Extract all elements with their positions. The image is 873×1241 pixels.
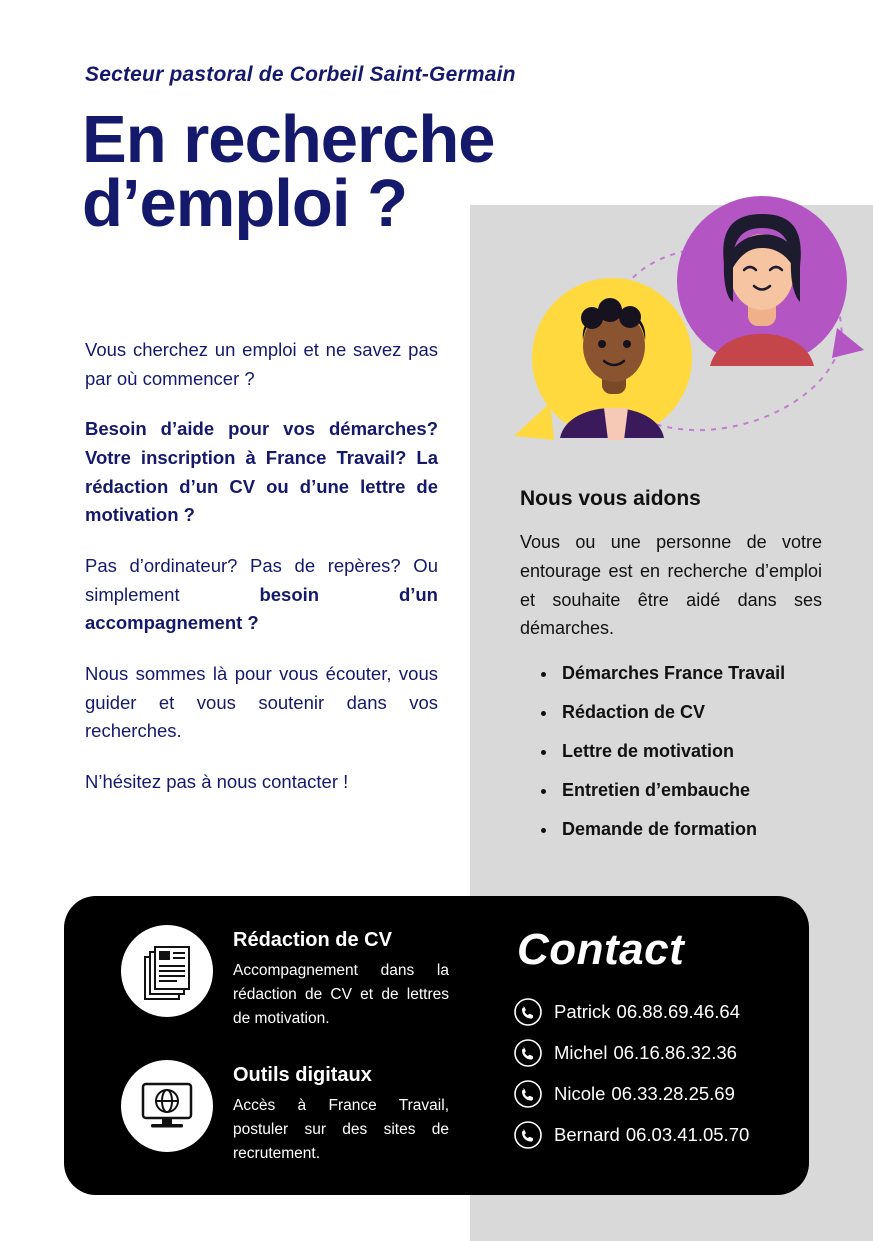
contact-row[interactable]: [514, 1121, 804, 1149]
intro-paragraph-4: Nous sommes là pour vous écouter, vous guider et vous soutenir dans vos recherches.: [85, 663, 438, 742]
intro-paragraph-3-bold: besoin d’un accompagnement ?: [85, 583, 438, 634]
list-item: • Demande de formation: [558, 819, 873, 840]
documents-cv-icon: [121, 925, 213, 1017]
help-section-title: Nous vous aidons: [520, 487, 701, 510]
page-title-line2: d’emploi ?: [82, 165, 407, 241]
contact-phone: 06.33.28.25.69: [611, 1083, 735, 1104]
contact-name: Nicole: [554, 1083, 606, 1104]
computer-globe-icon: [121, 1060, 213, 1152]
service-title: Outils digitaux: [233, 1064, 372, 1086]
service-description: Accompagnement dans la rédaction de CV et de lettres de motivation.: [233, 962, 449, 1028]
intro-paragraph-2: Besoin d’aide pour vos démarches? Votre inscription à France Travail? La rédaction d’un CV ou d’une lettre de motivation ?: [85, 418, 438, 526]
list-item: • Entretien d’embauche: [558, 780, 873, 801]
contact-name: Michel: [554, 1042, 608, 1063]
phone-icon: [514, 998, 542, 1026]
help-section-paragraph: Vous ou une personne de votre entourage est en recherche d’emploi et souhaite être aidé dans ses démarches.: [520, 532, 822, 639]
intro-text-column: [85, 336, 438, 797]
contact-row[interactable]: [514, 1080, 804, 1108]
organization-name: Secteur pastoral de Corbeil Saint-Germain: [85, 63, 516, 86]
phone-icon: [514, 1121, 542, 1149]
list-item: • Lettre de motivation: [558, 741, 873, 762]
contact-phone: 06.03.41.05.70: [625, 1124, 750, 1145]
intro-paragraph-1: Vous cherchez un emploi et ne savez pas par où commencer ?: [85, 339, 438, 389]
contact-phone: 06.16.86.32.36: [613, 1042, 737, 1063]
illustration-two-people: [492, 168, 872, 468]
phone-icon: [514, 1080, 542, 1108]
service-title: Rédaction de CV: [233, 929, 392, 951]
intro-paragraph-3: [85, 552, 438, 638]
avatar-man: [514, 278, 692, 440]
list-item: • Rédaction de CV: [558, 702, 873, 723]
service-description: Accès à France Travail, postuler sur des sites de recrutement.: [233, 1097, 449, 1163]
intro-paragraph-5: N’hésitez pas à nous contacter !: [85, 771, 349, 793]
phone-icon: [514, 1039, 542, 1067]
intro-paragraph-3-plain: Pas d’ordinateur? Pas de repères? Ou simplement: [85, 555, 438, 605]
contact-phone: 06.88.69.46.64: [616, 1001, 740, 1022]
help-services-list: [535, 663, 873, 858]
list-item: • Démarches France Travail: [558, 663, 873, 684]
page-title-line1: En recherche: [82, 102, 495, 177]
contact-row[interactable]: [514, 998, 804, 1026]
contact-name: Patrick: [554, 1001, 611, 1022]
contact-row[interactable]: [514, 1039, 804, 1067]
contact-heading: Contact: [517, 925, 685, 974]
avatar-woman: [677, 196, 864, 366]
contact-list: [514, 998, 804, 1162]
contact-name: Bernard: [554, 1124, 620, 1145]
